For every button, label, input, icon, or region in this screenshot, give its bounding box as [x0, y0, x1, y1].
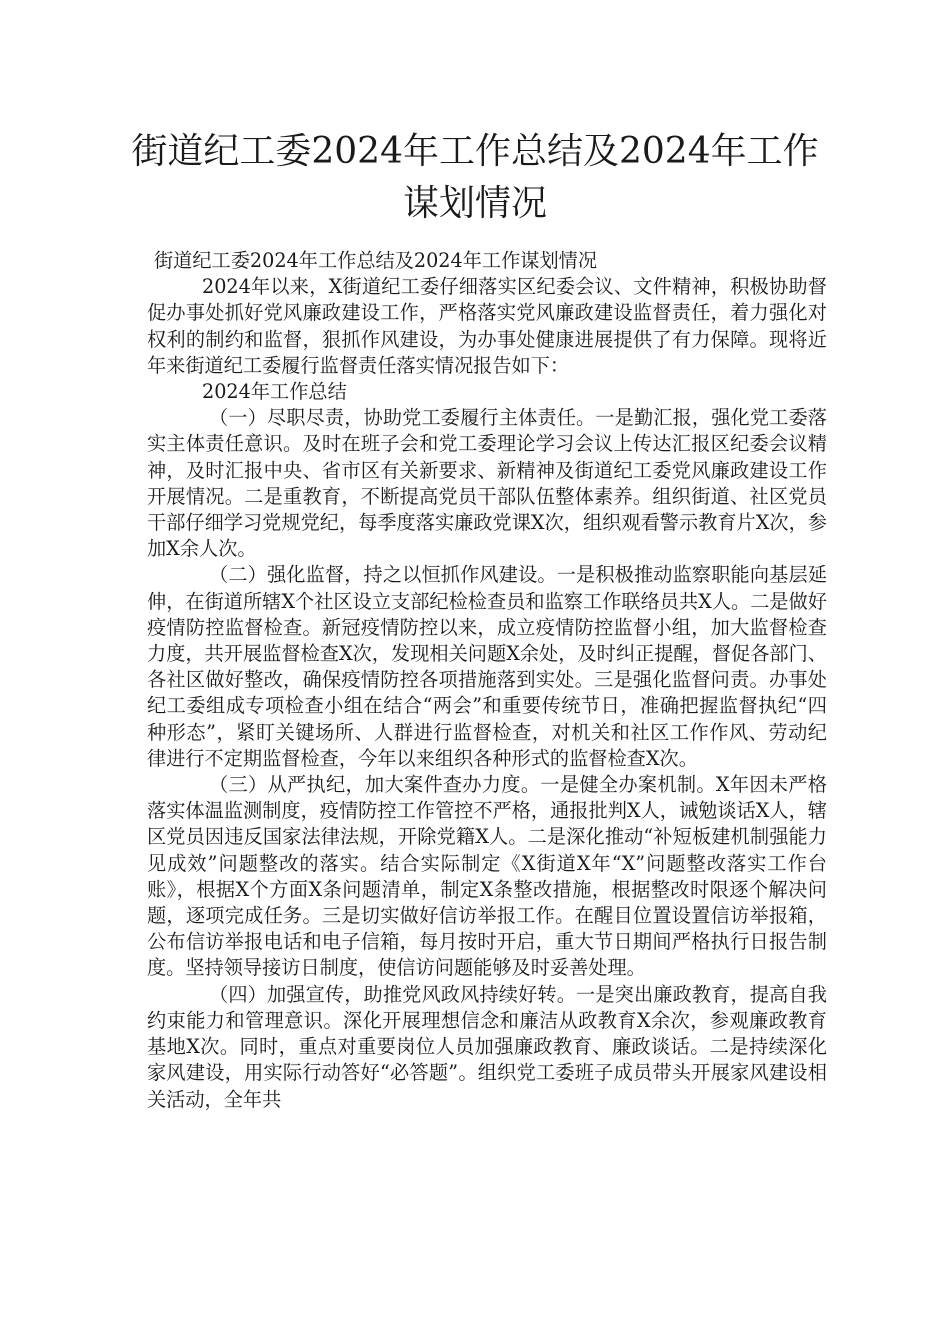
paragraph-4: （四）加强宣传，助推党风政风持续好转。一是突出廉政教育，提高自我约束能力和管理意识。深化开展理想信念和廉洁从政教育X余次，参观廉政教育基地X次。同时，重点对重要岗位人员加强廉政教育、廉政谈话。二是持续深化家风建设，用实际行动答好“必答题”。组织党工委班子成员带头开展家风建设相关活动，全年共 [147, 982, 827, 1111]
document-body [147, 248, 827, 1113]
paragraph-1: （一）尽职尽责，协助党工委履行主体责任。一是勤汇报，强化党工委落实主体责任意识。及时在班子会和党工委理论学习会议上传达汇报区纪委会议精神，及时汇报中央、省市区有关新要求、新精神及街道纪工委党风廉政建设工作开展情况。二是重教育，不断提高党员干部队伍整体素养。组织街道、社区党员干部仔细学习党规党纪，每季度落实廉政党课X次，组织观看警示教育片X次，参加X余人次。 [147, 406, 827, 561]
title-line-2: 谋划情况 [402, 183, 547, 224]
intro-paragraph: 2024年以来，X街道纪工委仔细落实区纪委会议、文件精神，积极协助督促办事处抓好党风廉政建设工作，严格落实党风廉政建设监督责任，着力强化对权利的制约和监督，狠抓作风建设，为办事处健康进展提供了有力保障。现将近年来街道纪工委履行监督责任落实情况报告如下： [147, 275, 827, 377]
document-subtitle: 街道纪工委2024年工作总结及2024年工作谋划情况 [154, 249, 598, 272]
paragraph-2: （二）强化监督，持之以恒抓作风建设。一是积极推动监察职能向基层延伸，在街道所辖X个社区设立支部纪检检查员和监察工作联络员共X人。二是做好疫情防控监督检查。新冠疫情防控以来，成立疫情防控监督小组，加大监督检查力度，共开展监督检查X次，发现相关问题X余处，及时纠正提醒，督促各部门、各社区做好整改，确保疫情防控各项措施落到实处。三是强化监督问责。办事处纪工委组成专项检查小组在结合“两会”和重要传统节日，准确把握监督执纪“四种形态”，紧盯关键场所、人群进行监督检查，对机关和社区工作作风、劳动纪律进行不定期监督检查，今年以来组织各种形式的监督检查X次。 [147, 563, 827, 770]
section-heading: 2024年工作总结 [202, 380, 347, 404]
document-title [120, 126, 830, 230]
paragraph-3: （三）从严执纪，加大案件查办力度。一是健全办案机制。X年因未严格落实体温监测制度，疫情防控工作管控不严格，通报批判X人，诫勉谈话X人，辖区党员因违反国家法律法规，开除党籍X人。二是深化推动“补短板建机制强能力见成效”问题整改的落实。结合实际制定《X街道X年“X”问题整改落实工作台账》，根据X个方面X条问题清单，制定X条整改措施，根据整改时限逐个解决问题，逐项完成任务。三是切实做好信访举报工作。在醒目位置设置信访举报箱，公布信访举报电话和电子信箱，每月按时开启，重大节日期间严格执行日报告制度。坚持领导接访日制度，使信访问题能够及时妥善处理。 [147, 773, 827, 980]
title-line-1: 街道纪工委2024年工作总结及2024年工作 [131, 131, 819, 172]
